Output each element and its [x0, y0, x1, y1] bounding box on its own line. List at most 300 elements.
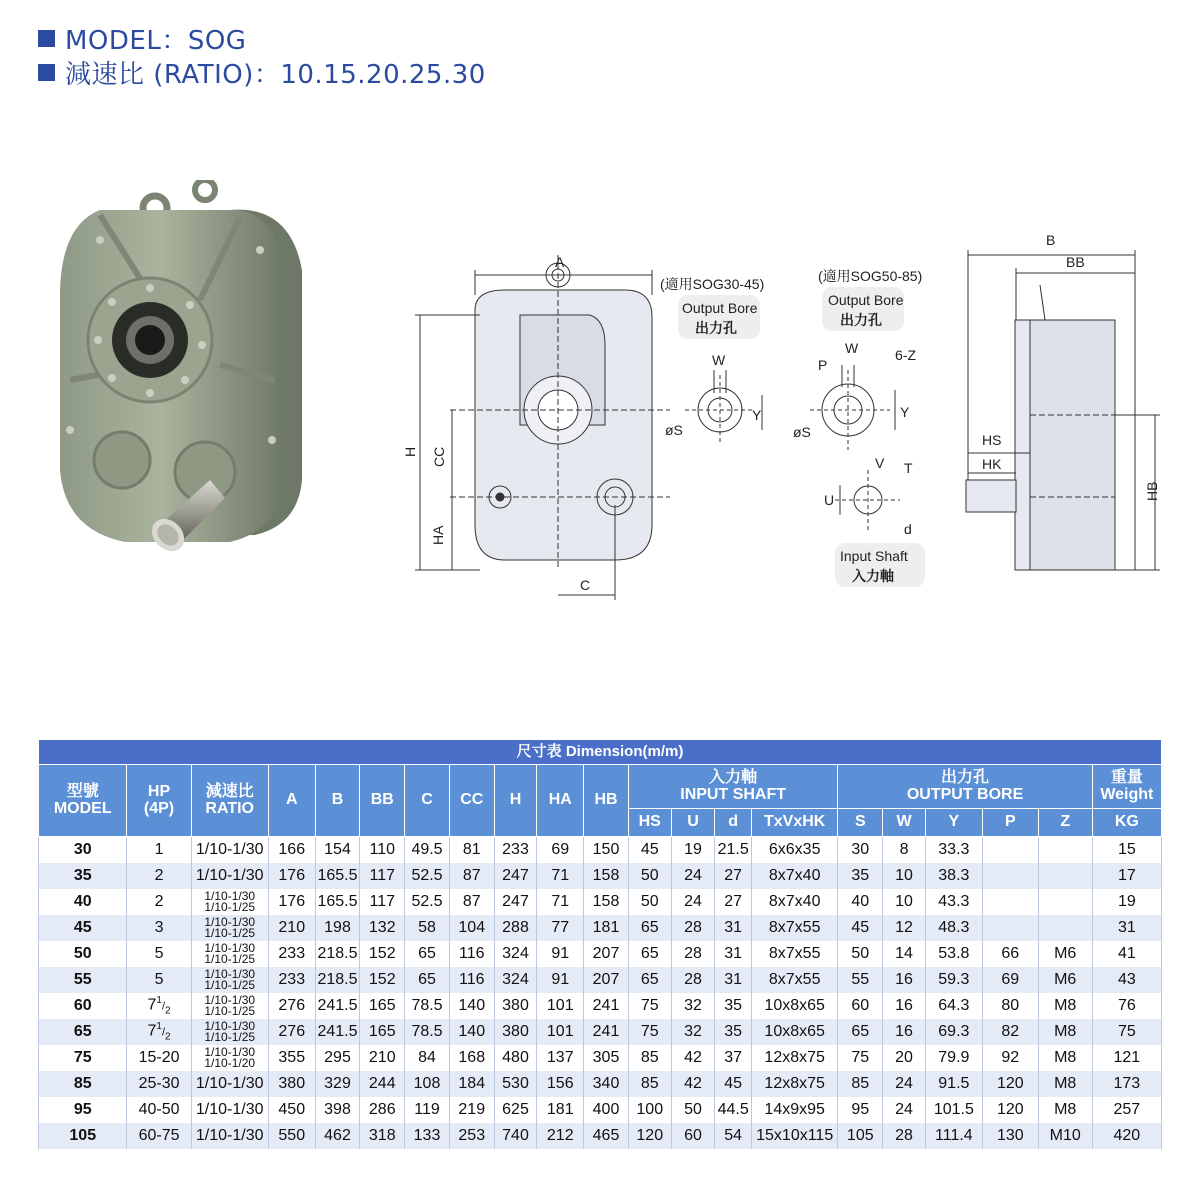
- table-title: 尺寸表 Dimension(m/m): [39, 740, 1162, 765]
- cell-s: 75: [838, 1045, 883, 1071]
- cell-b: 218.5: [315, 967, 360, 993]
- cell-hb: 241: [584, 1019, 629, 1045]
- gearbox-photo: [40, 180, 330, 570]
- cell-u: 32: [671, 1019, 715, 1045]
- cell-d: 31: [715, 915, 752, 941]
- cell-u: 28: [671, 941, 715, 967]
- cell-model: 40: [39, 889, 127, 915]
- table-row: [39, 1019, 1162, 1045]
- cell-y: 43.3: [925, 889, 982, 915]
- cell-h: 530: [494, 1071, 537, 1097]
- cell-h: 380: [494, 1019, 537, 1045]
- cell-s: 40: [838, 889, 883, 915]
- table-row: [39, 1097, 1162, 1123]
- cell-a: 176: [268, 889, 315, 915]
- table-row: [39, 915, 1162, 941]
- cell-p: 130: [982, 1123, 1038, 1149]
- cell-tvk: 15x10x115: [751, 1123, 837, 1149]
- cell-w: 24: [883, 1097, 926, 1123]
- cell-tvk: 10x8x65: [751, 993, 837, 1019]
- cell-tvk: 6x6x35: [751, 837, 837, 864]
- col-c: C: [405, 765, 450, 837]
- cell-model: 45: [39, 915, 127, 941]
- cell-hb: 158: [584, 863, 629, 889]
- dim-a-label: A: [555, 254, 565, 270]
- cell-h: 740: [494, 1123, 537, 1149]
- cell-hb: 181: [584, 915, 629, 941]
- cell-p: 66: [982, 941, 1038, 967]
- cell-bb: 165: [360, 993, 405, 1019]
- cell-y: 111.4: [925, 1123, 982, 1149]
- cell-s: 60: [838, 993, 883, 1019]
- cell-u: 28: [671, 915, 715, 941]
- shaft-cn: 入力軸: [852, 568, 894, 584]
- cell-kg: 19: [1092, 889, 1161, 915]
- cell-u: 24: [671, 863, 715, 889]
- cell-hs: 65: [628, 915, 671, 941]
- cell-p: [982, 915, 1038, 941]
- cell-b: 398: [315, 1097, 360, 1123]
- cell-c: 133: [405, 1123, 450, 1149]
- cell-h: 324: [494, 941, 537, 967]
- cell-c: 119: [405, 1097, 450, 1123]
- col-hs: HS: [628, 809, 671, 837]
- cell-c: 65: [405, 941, 450, 967]
- cell-cc: 253: [449, 1123, 494, 1149]
- cell-ratio: 1/10-1/30: [191, 1097, 268, 1123]
- cell-tvk: 8x7x55: [751, 915, 837, 941]
- bore2-y: Y: [900, 404, 910, 420]
- cell-p: 82: [982, 1019, 1038, 1045]
- cell-hb: 158: [584, 889, 629, 915]
- dim-h-label: H: [402, 446, 418, 457]
- cell-hp: 5: [127, 967, 191, 993]
- group-input-shaft: 入力軸 INPUT SHAFT: [628, 765, 838, 809]
- bore1-en: Output Bore: [682, 300, 758, 316]
- cell-hb: 207: [584, 941, 629, 967]
- cell-s: 30: [838, 837, 883, 864]
- cell-c: 65: [405, 967, 450, 993]
- cell-s: 45: [838, 915, 883, 941]
- cell-ha: 91: [537, 967, 584, 993]
- cell-d: 54: [715, 1123, 752, 1149]
- cell-hp: 40-50: [127, 1097, 191, 1123]
- cell-w: 10: [883, 889, 926, 915]
- cell-tvk: 14x9x95: [751, 1097, 837, 1123]
- cell-s: 85: [838, 1071, 883, 1097]
- cell-model: 85: [39, 1071, 127, 1097]
- cell-u: 42: [671, 1045, 715, 1071]
- cell-model: 55: [39, 967, 127, 993]
- cell-cc: 87: [449, 889, 494, 915]
- cell-hs: 50: [628, 863, 671, 889]
- col-ha: HA: [537, 765, 584, 837]
- dim-ha-label: HA: [430, 525, 446, 545]
- cell-ratio: 1/10-1/30: [191, 837, 268, 864]
- cell-kg: 257: [1092, 1097, 1161, 1123]
- cell-hb: 207: [584, 967, 629, 993]
- bore2-en: Output Bore: [828, 292, 904, 308]
- cell-hb: 465: [584, 1123, 629, 1149]
- cell-d: 44.5: [715, 1097, 752, 1123]
- cell-b: 165.5: [315, 889, 360, 915]
- cell-ha: 77: [537, 915, 584, 941]
- cell-y: 69.3: [925, 1019, 982, 1045]
- cell-w: 20: [883, 1045, 926, 1071]
- cell-ratio: 1/10-1/30: [191, 1071, 268, 1097]
- cell-hs: 75: [628, 993, 671, 1019]
- col-b: B: [315, 765, 360, 837]
- cell-z: M6: [1038, 941, 1092, 967]
- cell-h: 288: [494, 915, 537, 941]
- cell-a: 550: [268, 1123, 315, 1149]
- cell-w: 16: [883, 967, 926, 993]
- cell-kg: 76: [1092, 993, 1161, 1019]
- cell-h: 380: [494, 993, 537, 1019]
- cell-c: 52.5: [405, 889, 450, 915]
- cell-p: 120: [982, 1097, 1038, 1123]
- cell-ratio: 1/10-1/30 1/10-1/25: [191, 993, 268, 1019]
- cell-hs: 120: [628, 1123, 671, 1149]
- cell-ratio: 1/10-1/30: [191, 1123, 268, 1149]
- table-row: [39, 1045, 1162, 1071]
- cell-bb: 286: [360, 1097, 405, 1123]
- cell-y: 59.3: [925, 967, 982, 993]
- bore1-note: (適用SOG30-45): [660, 276, 765, 292]
- cell-model: 30: [39, 837, 127, 864]
- cell-d: 35: [715, 1019, 752, 1045]
- table-row: [39, 1071, 1162, 1097]
- cell-bb: 152: [360, 941, 405, 967]
- cell-c: 108: [405, 1071, 450, 1097]
- col-hb: HB: [584, 765, 629, 837]
- bore2-cn: 出力孔: [840, 312, 882, 328]
- cell-a: 233: [268, 967, 315, 993]
- col-a: A: [268, 765, 315, 837]
- cell-cc: 116: [449, 941, 494, 967]
- cell-ha: 91: [537, 941, 584, 967]
- cell-tvk: 10x8x65: [751, 1019, 837, 1045]
- cell-ratio: 1/10-1/30 1/10-1/25: [191, 1019, 268, 1045]
- cell-d: 31: [715, 967, 752, 993]
- cell-d: 21.5: [715, 837, 752, 864]
- cell-p: [982, 889, 1038, 915]
- col-kg: KG: [1092, 809, 1161, 837]
- cell-bb: 110: [360, 837, 405, 864]
- shaft-d: d: [904, 521, 912, 537]
- ratio-heading: [38, 54, 486, 91]
- cell-bb: 152: [360, 967, 405, 993]
- cell-c: 84: [405, 1045, 450, 1071]
- col-ratio: 減速比 RATIO: [191, 765, 268, 837]
- shaft-v: V: [875, 455, 885, 471]
- cell-c: 58: [405, 915, 450, 941]
- bore2-z: 6-Z: [895, 347, 916, 363]
- cell-w: 14: [883, 941, 926, 967]
- cell-hp: 60-75: [127, 1123, 191, 1149]
- col-p: P: [982, 809, 1038, 837]
- cell-y: 91.5: [925, 1071, 982, 1097]
- cell-w: 12: [883, 915, 926, 941]
- group-output-bore: 出力孔 OUTPUT BORE: [838, 765, 1092, 809]
- cell-hp: 2: [127, 889, 191, 915]
- cell-ratio: 1/10-1/30 1/10-1/25: [191, 915, 268, 941]
- cell-h: 247: [494, 889, 537, 915]
- table-row: [39, 863, 1162, 889]
- cell-p: 80: [982, 993, 1038, 1019]
- col-h: H: [494, 765, 537, 837]
- cell-tvk: 12x8x75: [751, 1045, 837, 1071]
- cell-cc: 219: [449, 1097, 494, 1123]
- cell-kg: 43: [1092, 967, 1161, 993]
- cell-hp: $7^1/_2$: [127, 993, 191, 1019]
- cell-bb: 244: [360, 1071, 405, 1097]
- cell-y: 48.3: [925, 915, 982, 941]
- dimension-table: [38, 739, 1162, 1149]
- cell-b: 198: [315, 915, 360, 941]
- col-w: W: [883, 809, 926, 837]
- cell-hb: 400: [584, 1097, 629, 1123]
- cell-a: 355: [268, 1045, 315, 1071]
- col-z: Z: [1038, 809, 1092, 837]
- cell-ratio: 1/10-1/30: [191, 863, 268, 889]
- cell-bb: 117: [360, 863, 405, 889]
- table-body: [39, 837, 1162, 1150]
- cell-w: 16: [883, 1019, 926, 1045]
- cell-w: 28: [883, 1123, 926, 1149]
- cell-z: M8: [1038, 1019, 1092, 1045]
- cell-model: 35: [39, 863, 127, 889]
- cell-z: M8: [1038, 1071, 1092, 1097]
- cell-u: 19: [671, 837, 715, 864]
- cell-cc: 140: [449, 993, 494, 1019]
- cell-p: 120: [982, 1071, 1038, 1097]
- cell-hb: 305: [584, 1045, 629, 1071]
- cell-hs: 65: [628, 967, 671, 993]
- cell-d: 35: [715, 993, 752, 1019]
- cell-cc: 116: [449, 967, 494, 993]
- cell-model: 50: [39, 941, 127, 967]
- cell-ha: 212: [537, 1123, 584, 1149]
- cell-d: 27: [715, 863, 752, 889]
- cell-kg: 17: [1092, 863, 1161, 889]
- bore1-s: øS: [665, 422, 683, 438]
- cell-model: 105: [39, 1123, 127, 1149]
- table-row: [39, 993, 1162, 1019]
- cell-u: 60: [671, 1123, 715, 1149]
- cell-d: 27: [715, 889, 752, 915]
- cell-u: 42: [671, 1071, 715, 1097]
- cell-y: 101.5: [925, 1097, 982, 1123]
- cell-y: 79.9: [925, 1045, 982, 1071]
- cell-tvk: 12x8x75: [751, 1071, 837, 1097]
- cell-a: 276: [268, 993, 315, 1019]
- cell-w: 10: [883, 863, 926, 889]
- cell-model: 65: [39, 1019, 127, 1045]
- cell-z: [1038, 889, 1092, 915]
- cell-z: M10: [1038, 1123, 1092, 1149]
- cell-tvk: 8x7x40: [751, 863, 837, 889]
- cell-u: 28: [671, 967, 715, 993]
- cell-hp: 5: [127, 941, 191, 967]
- cell-d: 31: [715, 941, 752, 967]
- cell-model: 95: [39, 1097, 127, 1123]
- cell-b: 218.5: [315, 941, 360, 967]
- cell-hs: 50: [628, 889, 671, 915]
- cell-kg: 75: [1092, 1019, 1161, 1045]
- cell-ha: 156: [537, 1071, 584, 1097]
- cell-w: 24: [883, 1071, 926, 1097]
- cell-hp: $7^1/_2$: [127, 1019, 191, 1045]
- bore2-note: (適用SOG50-85): [818, 268, 923, 284]
- cell-hs: 85: [628, 1045, 671, 1071]
- cell-y: 64.3: [925, 993, 982, 1019]
- cell-bb: 165: [360, 1019, 405, 1045]
- cell-z: M8: [1038, 993, 1092, 1019]
- cell-z: [1038, 915, 1092, 941]
- cell-hp: 15-20: [127, 1045, 191, 1071]
- cell-p: 69: [982, 967, 1038, 993]
- dim-bb-label: BB: [1066, 254, 1085, 270]
- cell-a: 276: [268, 1019, 315, 1045]
- cell-b: 295: [315, 1045, 360, 1071]
- cell-p: 92: [982, 1045, 1038, 1071]
- cell-hp: 2: [127, 863, 191, 889]
- cell-h: 233: [494, 837, 537, 864]
- shaft-en: Input Shaft: [840, 548, 908, 564]
- col-u: U: [671, 809, 715, 837]
- cell-c: 78.5: [405, 993, 450, 1019]
- model-heading-text: MODEL：SOG: [65, 26, 247, 56]
- cell-model: 75: [39, 1045, 127, 1071]
- cell-u: 50: [671, 1097, 715, 1123]
- cell-a: 380: [268, 1071, 315, 1097]
- cell-b: 165.5: [315, 863, 360, 889]
- dim-cc-label: CC: [431, 446, 447, 467]
- dim-hb-label: HB: [1144, 481, 1160, 501]
- shaft-u: U: [824, 492, 835, 508]
- cell-z: [1038, 837, 1092, 864]
- table-row: [39, 1123, 1162, 1149]
- table-row: [39, 889, 1162, 915]
- cell-s: 35: [838, 863, 883, 889]
- col-model: 型號 MODEL: [39, 765, 127, 837]
- dim-c-label: C: [580, 577, 591, 593]
- cell-p: [982, 863, 1038, 889]
- table-row: [39, 837, 1162, 864]
- cell-tvk: 8x7x55: [751, 941, 837, 967]
- cell-s: 55: [838, 967, 883, 993]
- cell-hp: 1: [127, 837, 191, 864]
- bore2-s: øS: [793, 424, 811, 440]
- cell-tvk: 8x7x40: [751, 889, 837, 915]
- col-hp: HP (4P): [127, 765, 191, 837]
- cell-ha: 181: [537, 1097, 584, 1123]
- cell-kg: 41: [1092, 941, 1161, 967]
- cell-u: 32: [671, 993, 715, 1019]
- dim-hk-label: HK: [982, 456, 1002, 472]
- cell-s: 105: [838, 1123, 883, 1149]
- model-heading: [38, 20, 246, 57]
- cell-cc: 81: [449, 837, 494, 864]
- cell-bb: 117: [360, 889, 405, 915]
- cell-p: [982, 837, 1038, 864]
- cell-bb: 132: [360, 915, 405, 941]
- cell-y: 33.3: [925, 837, 982, 864]
- cell-b: 154: [315, 837, 360, 864]
- cell-hb: 241: [584, 993, 629, 1019]
- cell-bb: 210: [360, 1045, 405, 1071]
- table-row: [39, 941, 1162, 967]
- cell-ha: 71: [537, 889, 584, 915]
- cell-z: [1038, 863, 1092, 889]
- col-s: S: [838, 809, 883, 837]
- cell-z: M8: [1038, 1097, 1092, 1123]
- cell-c: 52.5: [405, 863, 450, 889]
- cell-b: 329: [315, 1071, 360, 1097]
- cell-u: 24: [671, 889, 715, 915]
- cell-bb: 318: [360, 1123, 405, 1149]
- bore1-y: Y: [752, 407, 762, 423]
- cell-kg: 15: [1092, 837, 1161, 864]
- cell-w: 8: [883, 837, 926, 864]
- dimension-drawings: [390, 225, 1170, 615]
- cell-z: M6: [1038, 967, 1092, 993]
- cell-a: 166: [268, 837, 315, 864]
- dim-b-label: B: [1046, 232, 1056, 248]
- bullet-square-icon: [38, 64, 55, 81]
- cell-ha: 69: [537, 837, 584, 864]
- cell-d: 45: [715, 1071, 752, 1097]
- cell-h: 247: [494, 863, 537, 889]
- dim-hs-label: HS: [982, 432, 1002, 448]
- ratio-heading-text: 減速比 (RATIO)：10.15.20.25.30: [65, 60, 486, 90]
- table-row: [39, 967, 1162, 993]
- cell-hp: 25-30: [127, 1071, 191, 1097]
- cell-c: 78.5: [405, 1019, 450, 1045]
- cell-hp: 3: [127, 915, 191, 941]
- cell-d: 37: [715, 1045, 752, 1071]
- cell-h: 480: [494, 1045, 537, 1071]
- cell-kg: 121: [1092, 1045, 1161, 1071]
- cell-w: 16: [883, 993, 926, 1019]
- cell-hs: 65: [628, 941, 671, 967]
- cell-b: 241.5: [315, 1019, 360, 1045]
- shaft-t: T: [904, 460, 913, 476]
- col-txvxhk: TxVxHK: [751, 809, 837, 837]
- bore2-p: P: [818, 357, 828, 373]
- cell-kg: 420: [1092, 1123, 1161, 1149]
- cell-cc: 87: [449, 863, 494, 889]
- cell-h: 625: [494, 1097, 537, 1123]
- cell-hs: 85: [628, 1071, 671, 1097]
- cell-kg: 31: [1092, 915, 1161, 941]
- cell-cc: 168: [449, 1045, 494, 1071]
- col-d: d: [715, 809, 752, 837]
- bore1-w: W: [712, 352, 726, 368]
- cell-tvk: 8x7x55: [751, 967, 837, 993]
- col-weight: 重量 Weight: [1092, 765, 1161, 809]
- cell-ratio: 1/10-1/30 1/10-1/25: [191, 941, 268, 967]
- cell-z: M8: [1038, 1045, 1092, 1071]
- bore2-w: W: [845, 340, 859, 356]
- bore1-cn: 出力孔: [695, 320, 737, 336]
- cell-hs: 100: [628, 1097, 671, 1123]
- cell-ha: 101: [537, 1019, 584, 1045]
- cell-s: 50: [838, 941, 883, 967]
- cell-b: 241.5: [315, 993, 360, 1019]
- cell-a: 233: [268, 941, 315, 967]
